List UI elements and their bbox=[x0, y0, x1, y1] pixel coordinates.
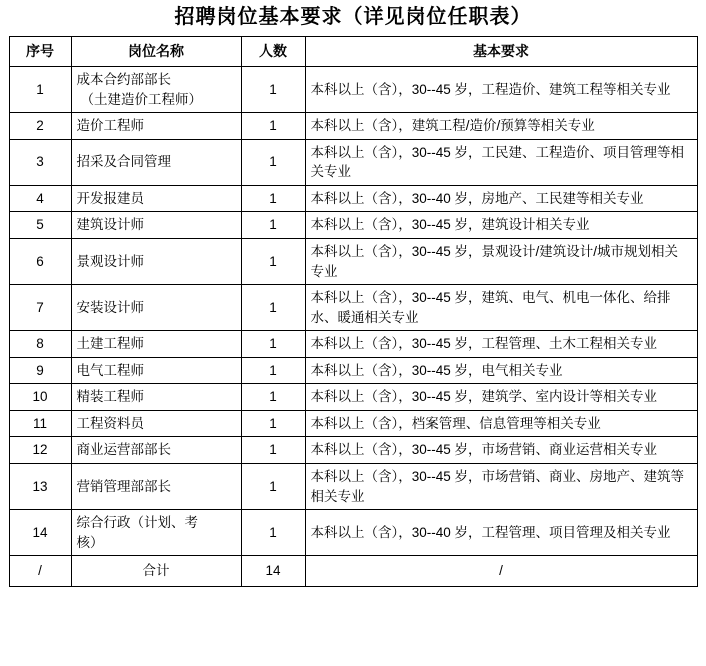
cell-position-name bbox=[71, 139, 241, 185]
cell-index: 1 bbox=[9, 67, 71, 113]
position-name-line: 成本合约部部长 bbox=[76, 72, 171, 87]
cell-position-name bbox=[71, 510, 241, 556]
cell-position-name bbox=[71, 238, 241, 284]
cell-index: 10 bbox=[9, 384, 71, 411]
cell-headcount: 1 bbox=[241, 139, 305, 185]
table-row bbox=[9, 410, 697, 437]
table-row bbox=[9, 212, 697, 239]
column-header-name: 岗位名称 bbox=[71, 37, 241, 67]
cell-position-name bbox=[71, 464, 241, 510]
position-name-line: 开发报建员 bbox=[76, 190, 144, 206]
cell-headcount: 1 bbox=[241, 437, 305, 464]
cell-position-name bbox=[71, 185, 241, 212]
page-title: 招聘岗位基本要求（详见岗位任职表） bbox=[174, 6, 532, 28]
position-name-line: 综合行政（计划、考 bbox=[76, 515, 198, 531]
cell-index: 4 bbox=[9, 185, 71, 212]
cell-headcount: 1 bbox=[241, 285, 305, 331]
table-total-row bbox=[9, 556, 697, 587]
cell-requirement: 本科以上（含），30--40 岁，工程管理、项目管理及相关专业 bbox=[305, 510, 697, 556]
cell-requirement: 本科以上（含），30--45 岁，建筑设计相关专业 bbox=[305, 212, 697, 239]
table-row bbox=[9, 285, 697, 331]
cell-headcount: 1 bbox=[241, 238, 305, 284]
cell-requirement: 本科以上（含），30--40 岁，房地产、工民建等相关专业 bbox=[305, 185, 697, 212]
cell-index: 14 bbox=[9, 510, 71, 556]
cell-requirement: 本科以上（含），30--45 岁，建筑、电气、机电一体化、给排水、暖通相关专业 bbox=[305, 285, 697, 331]
cell-position-name bbox=[71, 331, 241, 358]
cell-requirement: 本科以上（含），30--45 岁，市场营销、商业、房地产、建筑等相关专业 bbox=[305, 464, 697, 510]
cell-position-name bbox=[71, 384, 241, 411]
total-label: 合计 bbox=[71, 556, 241, 587]
cell-index: 5 bbox=[9, 212, 71, 239]
position-name-line: 精装工程师 bbox=[76, 389, 144, 405]
cell-position-name bbox=[71, 285, 241, 331]
table-row bbox=[9, 510, 697, 556]
cell-index: 13 bbox=[9, 464, 71, 510]
table-row bbox=[9, 464, 697, 510]
cell-position-name bbox=[71, 212, 241, 239]
table-row bbox=[9, 185, 697, 212]
cell-position-name bbox=[71, 67, 241, 113]
cell-headcount: 1 bbox=[241, 357, 305, 384]
cell-index: 2 bbox=[9, 113, 71, 140]
cell-headcount: 1 bbox=[241, 67, 305, 113]
cell-headcount: 1 bbox=[241, 212, 305, 239]
cell-requirement: 本科以上（含），30--45 岁，建筑学、室内设计等相关专业 bbox=[305, 384, 697, 411]
position-name-line: 工程资料员 bbox=[76, 415, 144, 431]
column-header-index: 序号 bbox=[9, 37, 71, 67]
cell-requirement: 本科以上（含），30--45 岁，景观设计/建筑设计/城市规划相关专业 bbox=[305, 238, 697, 284]
total-headcount: 14 bbox=[241, 556, 305, 587]
column-header-requirement: 基本要求 bbox=[305, 37, 697, 67]
cell-position-name bbox=[71, 113, 241, 140]
cell-requirement: 本科以上（含），建筑工程/造价/预算等相关专业 bbox=[305, 113, 697, 140]
cell-requirement: 本科以上（含），档案管理、信息管理等相关专业 bbox=[305, 410, 697, 437]
cell-index: 6 bbox=[9, 238, 71, 284]
position-name-line: 造价工程师 bbox=[76, 118, 144, 134]
table-row bbox=[9, 238, 697, 284]
cell-headcount: 1 bbox=[241, 384, 305, 411]
cell-index: 3 bbox=[9, 139, 71, 185]
cell-requirement: 本科以上（含），30--45 岁，工民建、工程造价、项目管理等相关专业 bbox=[305, 139, 697, 185]
position-name-line: 招采及合同管理 bbox=[76, 154, 171, 170]
cell-position-name bbox=[71, 437, 241, 464]
cell-requirement: 本科以上（含），30--45 岁，市场营销、商业运营相关专业 bbox=[305, 437, 697, 464]
cell-requirement: 本科以上（含），30--45 岁，工程管理、土木工程相关专业 bbox=[305, 331, 697, 358]
cell-headcount: 1 bbox=[241, 410, 305, 437]
cell-headcount: 1 bbox=[241, 185, 305, 212]
cell-requirement: 本科以上（含），30--45 岁，电气相关专业 bbox=[305, 357, 697, 384]
table-row bbox=[9, 357, 697, 384]
table-header bbox=[9, 37, 697, 67]
recruitment-requirements-table bbox=[9, 36, 698, 587]
table-row bbox=[9, 67, 697, 113]
position-name-line: 景观设计师 bbox=[76, 253, 144, 269]
cell-index: 12 bbox=[9, 437, 71, 464]
cell-position-name bbox=[71, 357, 241, 384]
table-row bbox=[9, 113, 697, 140]
table-row bbox=[9, 139, 697, 185]
cell-headcount: 1 bbox=[241, 510, 305, 556]
total-index: / bbox=[9, 556, 71, 587]
table-row bbox=[9, 384, 697, 411]
cell-index: 11 bbox=[9, 410, 71, 437]
cell-index: 8 bbox=[9, 331, 71, 358]
position-name-line: 商业运营部部长 bbox=[76, 442, 171, 458]
table-row bbox=[9, 437, 697, 464]
position-name-line: 核） bbox=[76, 534, 104, 550]
cell-index: 9 bbox=[9, 357, 71, 384]
total-requirement: / bbox=[305, 556, 697, 587]
cell-requirement: 本科以上（含），30--45 岁，工程造价、建筑工程等相关专业 bbox=[305, 67, 697, 113]
cell-index: 7 bbox=[9, 285, 71, 331]
table-body bbox=[9, 67, 697, 587]
cell-position-name bbox=[71, 410, 241, 437]
position-name-line: 安装设计师 bbox=[76, 299, 144, 315]
position-name-line: 电气工程师 bbox=[76, 362, 144, 378]
cell-headcount: 1 bbox=[241, 464, 305, 510]
position-name-line: （土建造价工程师） bbox=[80, 91, 202, 107]
column-header-count: 人数 bbox=[241, 37, 305, 67]
cell-headcount: 1 bbox=[241, 113, 305, 140]
position-name-line: 营销管理部部长 bbox=[76, 478, 171, 494]
cell-headcount: 1 bbox=[241, 331, 305, 358]
position-name-line: 土建工程师 bbox=[76, 336, 144, 352]
table-row bbox=[9, 331, 697, 358]
position-name-line: 建筑设计师 bbox=[76, 217, 144, 233]
table-header-row bbox=[9, 37, 697, 67]
